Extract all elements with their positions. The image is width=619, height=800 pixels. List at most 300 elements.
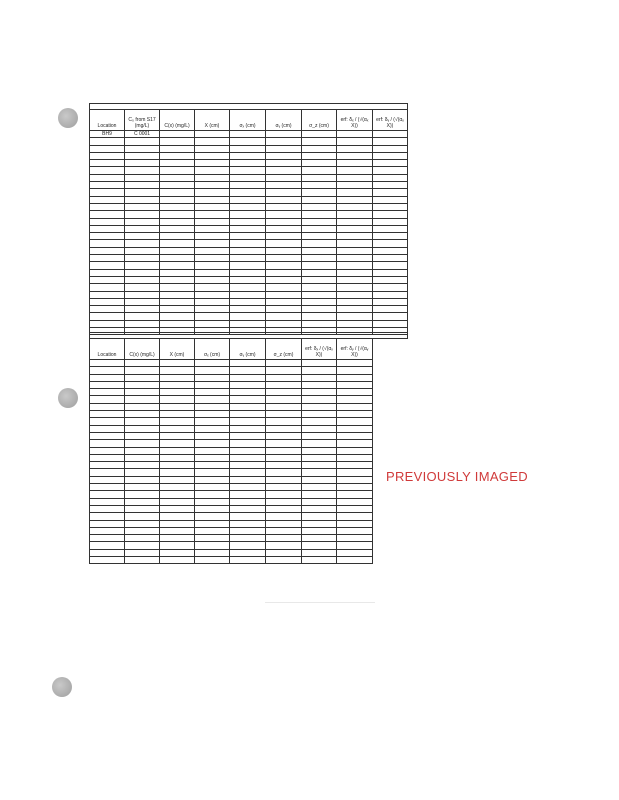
table-cell <box>337 389 373 396</box>
table-cell <box>125 418 160 425</box>
table-cell <box>302 360 337 367</box>
table-cell <box>230 418 266 425</box>
table-cell <box>337 432 373 439</box>
column-header: Location <box>90 339 125 360</box>
table-cell <box>373 233 408 240</box>
table-row <box>90 389 408 396</box>
table-cell <box>373 152 408 159</box>
table-cell <box>160 203 195 210</box>
table-cell <box>302 313 337 320</box>
column-header: Location <box>90 110 125 131</box>
table-cell <box>302 152 337 159</box>
table-cell <box>160 276 195 283</box>
table-cell <box>266 462 302 469</box>
table-cell <box>302 262 337 269</box>
table-cell <box>160 211 195 218</box>
table-cell <box>337 491 373 498</box>
table-cell <box>230 138 266 145</box>
punch-hole-bottom <box>52 677 72 697</box>
table-cell <box>373 196 408 203</box>
table-cell <box>195 498 230 505</box>
blank-cell <box>373 396 408 403</box>
table-cell <box>230 389 266 396</box>
table-cell: C 0001 <box>125 131 160 138</box>
table-cell <box>160 284 195 291</box>
table-cell <box>125 381 160 388</box>
table-cell <box>160 513 195 520</box>
table-cell <box>125 360 160 367</box>
table-cell <box>195 174 230 181</box>
table-row <box>90 255 408 262</box>
table-cell <box>302 557 337 564</box>
table-cell <box>230 411 266 418</box>
table-cell <box>302 203 337 210</box>
table-cell <box>266 255 302 262</box>
table-cell <box>230 152 266 159</box>
table-cell <box>90 491 125 498</box>
table-cell <box>302 520 337 527</box>
table-cell <box>337 527 373 534</box>
table-cell <box>266 418 302 425</box>
table-cell <box>266 389 302 396</box>
table-cell <box>337 520 373 527</box>
table-row <box>90 498 408 505</box>
blank-cell <box>373 462 408 469</box>
table-cell <box>266 396 302 403</box>
blank-cell <box>373 403 408 410</box>
table-row <box>90 189 408 196</box>
table-cell <box>266 476 302 483</box>
table-cell <box>302 411 337 418</box>
table-cell <box>90 203 125 210</box>
table-cell <box>160 484 195 491</box>
table-row <box>90 211 408 218</box>
table-cell <box>266 313 302 320</box>
table-cell <box>160 491 195 498</box>
table-cell <box>266 557 302 564</box>
table-cell <box>90 396 125 403</box>
table-cell <box>125 389 160 396</box>
table-cell <box>90 513 125 520</box>
table-cell <box>266 218 302 225</box>
table-cell <box>125 476 160 483</box>
table-cell <box>337 320 373 327</box>
table-cell <box>90 138 125 145</box>
table-cell <box>230 240 266 247</box>
table-cell <box>302 174 337 181</box>
table-cell <box>302 498 337 505</box>
table-cell <box>90 549 125 556</box>
table-cell <box>230 225 266 232</box>
table-cell <box>90 542 125 549</box>
table-cell <box>230 306 266 313</box>
table-cell <box>125 367 160 374</box>
table-cell <box>90 262 125 269</box>
table-cell <box>90 196 125 203</box>
table-cell <box>160 196 195 203</box>
table-row <box>90 160 408 167</box>
table-cell <box>337 233 373 240</box>
table-cell <box>90 284 125 291</box>
table-cell <box>302 269 337 276</box>
table-cell <box>160 291 195 298</box>
blank-cell <box>373 367 408 374</box>
table-cell <box>230 491 266 498</box>
table-cell <box>195 557 230 564</box>
table-cell <box>125 403 160 410</box>
table-cell <box>160 520 195 527</box>
table-cell <box>160 469 195 476</box>
table-cell <box>195 262 230 269</box>
table-cell <box>195 313 230 320</box>
table-cell <box>230 196 266 203</box>
table-cell <box>90 269 125 276</box>
table-cell <box>160 454 195 461</box>
table-cell <box>373 189 408 196</box>
table-row <box>90 276 408 283</box>
table-row <box>90 284 408 291</box>
faint-rule <box>265 602 375 603</box>
table-cell <box>337 425 373 432</box>
table-cell <box>266 203 302 210</box>
table-cell <box>373 138 408 145</box>
table-cell <box>195 138 230 145</box>
blank-cell <box>373 549 408 556</box>
table-cell <box>195 542 230 549</box>
table-cell <box>160 418 195 425</box>
blank-cell <box>373 513 408 520</box>
table-cell <box>337 367 373 374</box>
table-cell <box>266 469 302 476</box>
table-cell <box>302 447 337 454</box>
table-cell <box>125 269 160 276</box>
table-cell <box>195 360 230 367</box>
table-cell <box>230 298 266 305</box>
table-cell <box>160 167 195 174</box>
table-cell <box>195 520 230 527</box>
table-cell <box>302 535 337 542</box>
table-cell <box>302 491 337 498</box>
table-cell <box>160 476 195 483</box>
table-cell <box>337 498 373 505</box>
table-cell <box>195 432 230 439</box>
table-cell <box>266 138 302 145</box>
table-cell <box>90 462 125 469</box>
table-cell <box>302 320 337 327</box>
table-cell <box>160 389 195 396</box>
table-cell <box>373 262 408 269</box>
table-cell <box>125 549 160 556</box>
table-cell <box>337 549 373 556</box>
table-cell <box>302 484 337 491</box>
table-cell <box>266 182 302 189</box>
column-header: erf: δᵧ / (√(αᵧ X)) <box>373 110 408 131</box>
table-cell <box>125 284 160 291</box>
table-row <box>90 484 408 491</box>
table-cell <box>125 411 160 418</box>
blank-cell <box>373 520 408 527</box>
table-cell <box>302 225 337 232</box>
table-cell <box>195 320 230 327</box>
table-cell <box>195 403 230 410</box>
table-cell <box>266 535 302 542</box>
table-cell <box>195 152 230 159</box>
blank-cell <box>373 542 408 549</box>
table-row <box>90 203 408 210</box>
table-row <box>90 527 408 534</box>
table-cell <box>230 189 266 196</box>
table-cell <box>125 174 160 181</box>
blank-cell <box>373 432 408 439</box>
table-cell <box>195 418 230 425</box>
table-cell <box>266 211 302 218</box>
table-cell <box>195 411 230 418</box>
table-cell <box>302 542 337 549</box>
table-cell <box>90 476 125 483</box>
table-cell <box>302 389 337 396</box>
table-cell <box>125 440 160 447</box>
table-cell <box>90 182 125 189</box>
table-cell <box>90 403 125 410</box>
table-cell <box>373 255 408 262</box>
table-cell <box>230 367 266 374</box>
table-cell <box>302 418 337 425</box>
table-cell <box>90 306 125 313</box>
table-cell <box>266 240 302 247</box>
table-row <box>90 240 408 247</box>
table-cell <box>230 440 266 447</box>
table-cell <box>160 255 195 262</box>
table-cell <box>125 247 160 254</box>
table-cell <box>373 320 408 327</box>
table-cell <box>90 145 125 152</box>
table-cell <box>337 505 373 512</box>
table-cell <box>160 160 195 167</box>
table-row <box>90 425 408 432</box>
table-cell <box>337 276 373 283</box>
table-cell <box>230 167 266 174</box>
column-header: σᵧ (cm) <box>266 110 302 131</box>
table-cell <box>302 291 337 298</box>
table-row <box>90 167 408 174</box>
column-header: erf: δᵧ / (√(αᵧ X)) <box>337 339 373 360</box>
table-cell <box>337 298 373 305</box>
table-row <box>90 131 408 138</box>
table-cell <box>230 211 266 218</box>
table-cell <box>266 306 302 313</box>
table-cell <box>266 360 302 367</box>
table-cell <box>266 513 302 520</box>
table-cell <box>125 513 160 520</box>
table-cell <box>90 174 125 181</box>
table-cell <box>125 306 160 313</box>
table-row <box>90 313 408 320</box>
table-cell <box>230 313 266 320</box>
table-cell <box>195 211 230 218</box>
table-cell <box>160 269 195 276</box>
table-cell <box>266 491 302 498</box>
blank-cell <box>373 381 408 388</box>
table-row <box>90 513 408 520</box>
blank-cell <box>373 527 408 534</box>
table-cell <box>125 557 160 564</box>
table-cell <box>125 535 160 542</box>
table-cell <box>195 203 230 210</box>
column-header: σₓ (cm) <box>195 339 230 360</box>
table-cell <box>337 454 373 461</box>
table-cell <box>90 225 125 232</box>
table-cell <box>125 454 160 461</box>
table-cell <box>266 276 302 283</box>
table-cell <box>266 447 302 454</box>
table-cell <box>337 138 373 145</box>
table-cell <box>337 167 373 174</box>
table-row <box>90 374 408 381</box>
blank-cell <box>373 411 408 418</box>
table-cell <box>337 152 373 159</box>
table-cell <box>230 447 266 454</box>
table-cell <box>195 484 230 491</box>
table-cell <box>195 247 230 254</box>
table-row <box>90 269 408 276</box>
table-row <box>90 542 408 549</box>
table-cell <box>125 152 160 159</box>
table-cell <box>195 491 230 498</box>
table-cell <box>302 425 337 432</box>
table-cell <box>195 425 230 432</box>
table-cell <box>230 454 266 461</box>
table-cell <box>90 313 125 320</box>
table-cell <box>337 291 373 298</box>
table-cell <box>302 440 337 447</box>
table-cell <box>195 374 230 381</box>
punch-hole-middle <box>58 388 78 408</box>
table-cell <box>195 447 230 454</box>
table-row <box>90 469 408 476</box>
table-cell <box>160 320 195 327</box>
table-cell <box>230 476 266 483</box>
blank-cell <box>373 505 408 512</box>
table-row <box>90 381 408 388</box>
table-cell <box>302 374 337 381</box>
table-cell <box>373 276 408 283</box>
table-cell <box>266 291 302 298</box>
table-cell <box>266 145 302 152</box>
table-cell <box>373 218 408 225</box>
table-cell <box>337 174 373 181</box>
table-cell <box>230 432 266 439</box>
table-cell <box>373 174 408 181</box>
column-header: erf: δₓ / (√(αₓ X)) <box>302 339 337 360</box>
table-cell <box>195 218 230 225</box>
data-table-upper <box>89 103 408 335</box>
column-header: C(x) (mg/L) <box>160 110 195 131</box>
table-row <box>90 306 408 313</box>
table-cell <box>90 152 125 159</box>
table-cell <box>90 520 125 527</box>
column-header: σᵧ (cm) <box>230 339 266 360</box>
table-cell <box>230 131 266 138</box>
table-cell <box>302 432 337 439</box>
table-cell <box>160 498 195 505</box>
table-cell <box>230 403 266 410</box>
table-cell <box>90 469 125 476</box>
table-row <box>90 549 408 556</box>
table-cell <box>160 403 195 410</box>
table-cell <box>90 211 125 218</box>
table-cell <box>90 418 125 425</box>
table-cell <box>125 276 160 283</box>
table-cell <box>90 276 125 283</box>
table-cell <box>337 374 373 381</box>
table-cell <box>266 432 302 439</box>
table-cell <box>160 542 195 549</box>
table-cell <box>266 152 302 159</box>
table-cell <box>195 269 230 276</box>
table-cell <box>90 498 125 505</box>
table-cell <box>90 298 125 305</box>
table-cell <box>337 211 373 218</box>
table-cell <box>230 360 266 367</box>
table-cell <box>302 138 337 145</box>
table-cell <box>337 418 373 425</box>
blank-cell <box>373 535 408 542</box>
table-cell <box>160 313 195 320</box>
table-row <box>90 145 408 152</box>
blank-cell <box>373 389 408 396</box>
table-cell <box>160 432 195 439</box>
table-cell <box>160 189 195 196</box>
table-cell <box>337 396 373 403</box>
table-cell <box>160 233 195 240</box>
table-cell <box>160 174 195 181</box>
table-row <box>90 196 408 203</box>
table-cell <box>337 218 373 225</box>
table-cell <box>373 160 408 167</box>
table-cell <box>125 520 160 527</box>
table-cell <box>125 425 160 432</box>
table-cell <box>337 469 373 476</box>
table-cell <box>337 255 373 262</box>
table-cell <box>125 432 160 439</box>
blank-cell <box>373 447 408 454</box>
table-cell <box>125 396 160 403</box>
blank-cell <box>373 498 408 505</box>
table-cell <box>195 298 230 305</box>
table-cell <box>125 447 160 454</box>
table-row <box>90 262 408 269</box>
table-cell <box>337 403 373 410</box>
table-cell <box>160 360 195 367</box>
table-row <box>90 225 408 232</box>
table-cell <box>125 189 160 196</box>
table-cell <box>266 498 302 505</box>
table-cell <box>125 505 160 512</box>
table-cell <box>337 462 373 469</box>
table-cell <box>266 262 302 269</box>
table-cell <box>266 549 302 556</box>
data-table-lower <box>89 332 408 564</box>
table-cell <box>230 469 266 476</box>
blank-header <box>373 339 408 360</box>
table-cell <box>337 131 373 138</box>
table-cell <box>266 269 302 276</box>
table-cell <box>230 276 266 283</box>
table-header-row <box>90 110 408 131</box>
table-cell <box>266 225 302 232</box>
table-cell <box>230 320 266 327</box>
table-row <box>90 440 408 447</box>
